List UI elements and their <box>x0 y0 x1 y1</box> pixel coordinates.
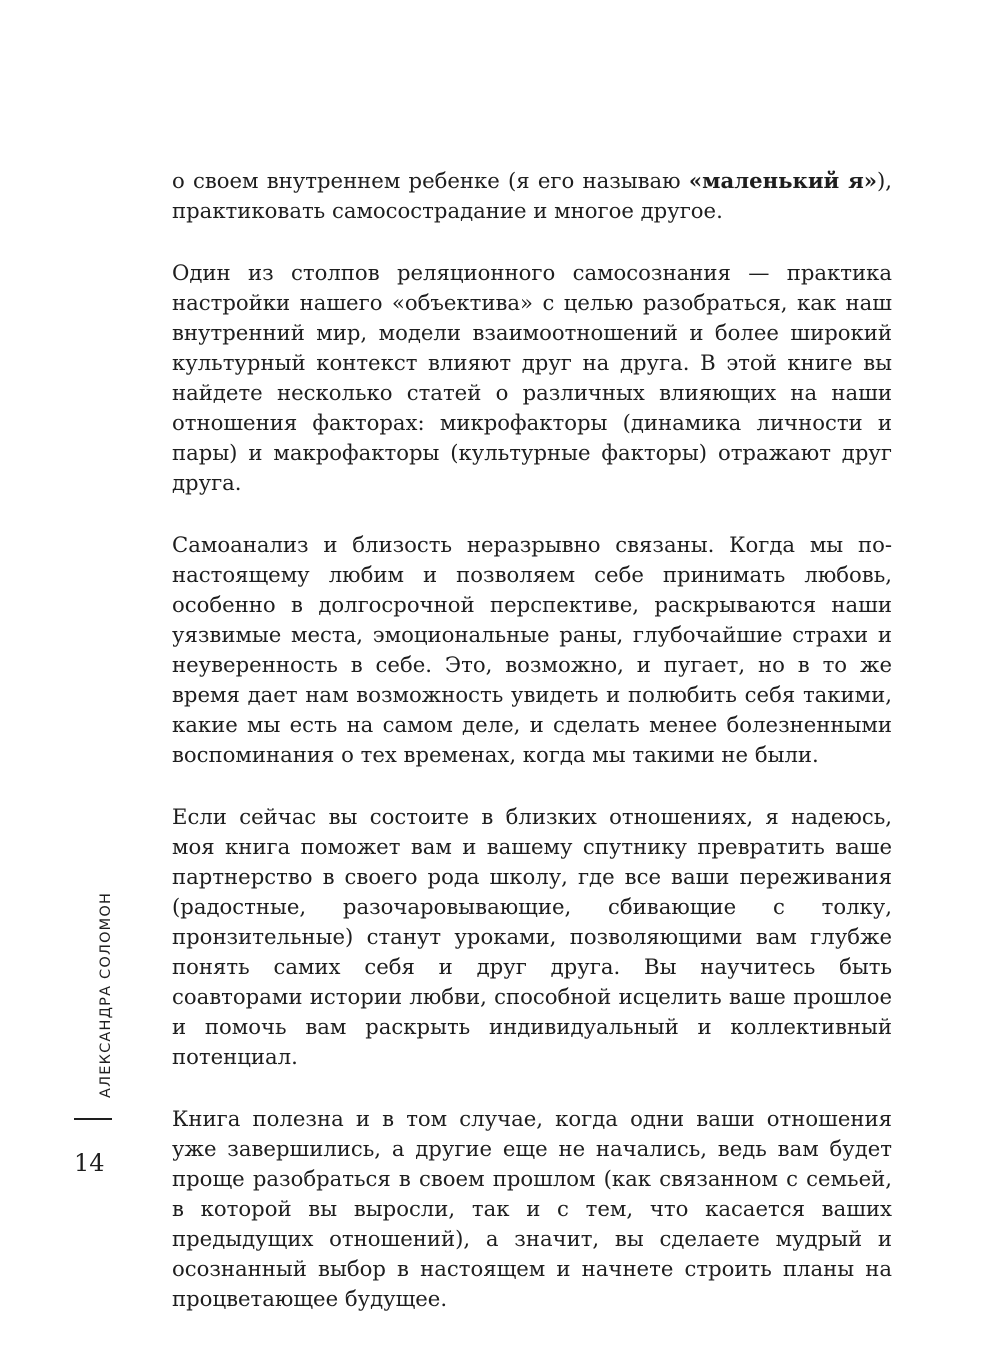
bold-term: «маленький я» <box>688 168 877 193</box>
paragraph-4: Если сейчас вы состоите в близких отношениях, я надеюсь, моя книга поможет вам и вашему спутнику превратить ваше партнерство в своего рода школу, где все ваши переживания (радостные, разочаровывающие, сбивающие с толку, пронзительные) станут уроками, позволяющими вам глубже понять самих себя и друг друга. Вы научитесь быть соавторами истории любви, способной исцелить ваше прошлое и помочь вам раскрыть индивидуальный и коллективный потенциал. <box>172 804 892 1069</box>
paragraph-5: Книга полезна и в том случае, когда одни ваши отношения уже завершились, а другие еще не начались, ведь вам будет проще разобраться в своем прошлом (как связанном с семьей, в которой вы выросли, так и с тем, что касается ваших предыдущих отношений), а значит, вы сделаете мудрый и осознанный выбор в настоящем и начнете строить планы на процветающее будущее. <box>172 1106 892 1311</box>
folio-rule <box>74 1118 112 1120</box>
paragraph-2: Один из столпов реляционного самосознания — практика настройки нашего «объектива» с целью разобраться, как наш внутренний мир, модели взаимоотношений и более широкий культурный контекст влияют друг на друга. В этой книге вы найдете несколько статей о различных влияющих на наши отношения факторах: микрофакторы (динамика личности и пары) и макрофакторы (культурные факторы) отражают друг друга. <box>172 260 892 495</box>
running-head-author: АЛЕКСАНДРА СОЛОМОН <box>98 891 114 1098</box>
paragraph-1-start: о своем внутреннем ребенке (я его называю <box>172 168 689 193</box>
paragraph-3: Самоанализ и близость неразрывно связаны. Когда мы по-настоящему любим и позволяем себе принимать любовь, особенно в долгосрочной перспективе, раскрываются наши уязвимые места, эмоциональные раны, глубочайшие страхи и неуверенность в себе. Это, возможно, и пугает, но в то же время дает нам возможность увидеть и полюбить себя такими, какие мы есть на самом деле, и сделать менее болезненными воспоминания о тех временах, когда мы такими не были. <box>172 532 892 767</box>
page-number: 14 <box>74 1149 105 1177</box>
paragraph-1-end: ), практиковать самосострадание и многое другое. <box>172 168 893 223</box>
paragraph-1 <box>172 166 892 226</box>
body-text <box>172 166 892 1346</box>
